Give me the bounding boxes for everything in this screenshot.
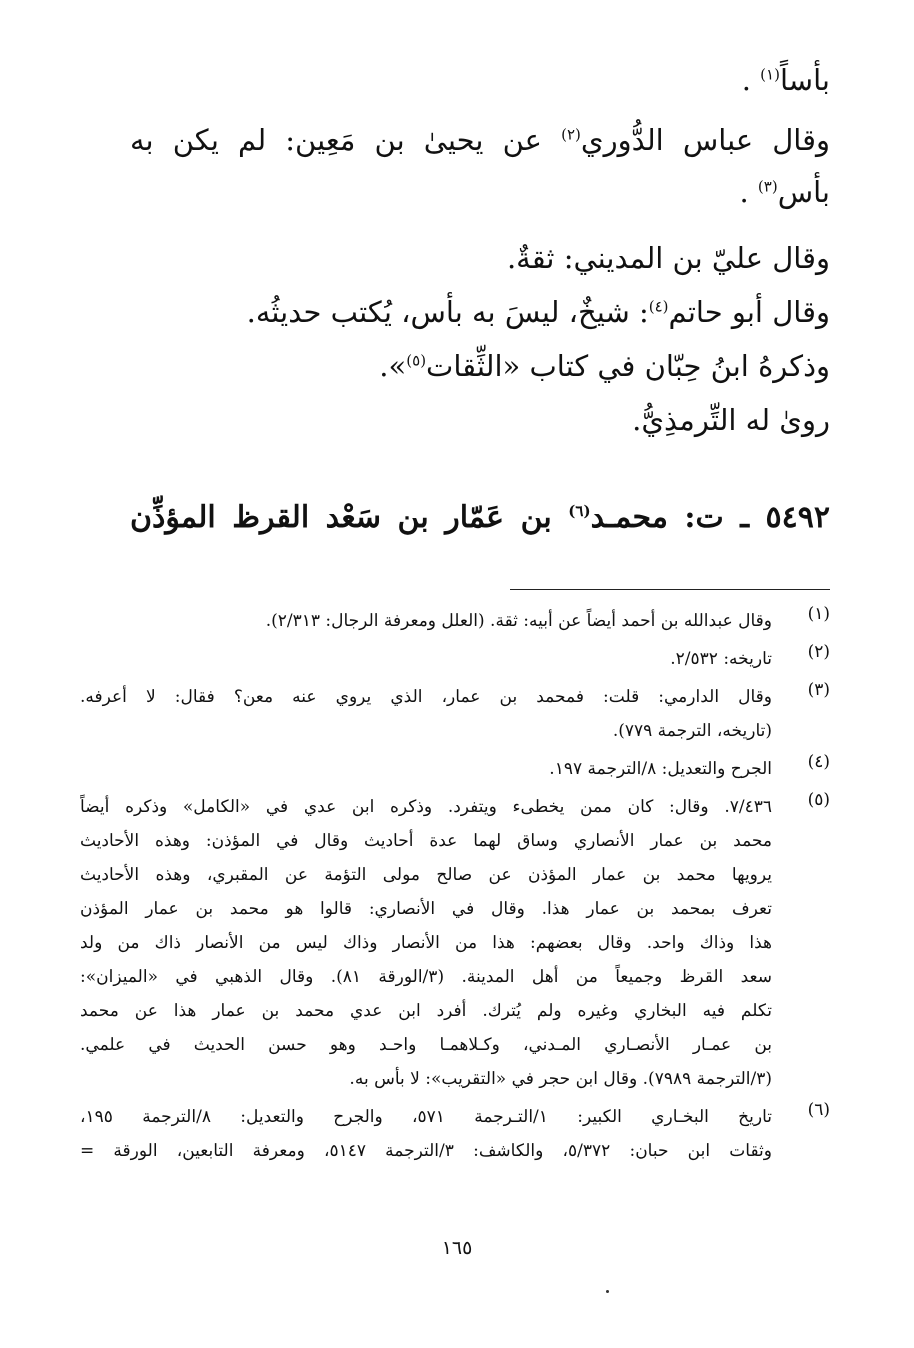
footnote [80,642,830,676]
footnote-ref[interactable]: (٤) [648,297,669,316]
text-segment: وقال عباس الدُّوري [580,123,831,157]
footnote-ref[interactable]: (٦) [568,502,591,520]
footnote-line: تاريخه: ٢/٥٣٢. [670,649,772,669]
text-segment: وذكرهُ ابنُ حِبّان في كتاب «الثِّقات [426,349,830,383]
footnote-line: وقال الدارمي: قلت: فمحمد بن عمار، الذي يروي عنه معن؟ فقال: لا أعرفه. [80,687,772,707]
text-segment: ». [379,349,407,383]
footnote-line: يرويها محمد بن عمار المؤذن عن صالح مولى التؤمة عن المقبري، وهذه الأحاديث [80,865,772,885]
entry-heading [130,500,830,535]
footnote-line: (٣/الترجمة ٧٩٨٩). وقال ابن حجر في «التقريب»: لا بأس به. [349,1069,772,1089]
text-segment: . [739,175,749,209]
page-number: ١٦٥ [441,1237,473,1259]
footnote-line: بن عمـار الأنصـاري المـدني، وكـلاهمـا واحـد وهو حسن الحديث في علمي. [80,1035,772,1055]
footnote-number: (٢) [807,642,830,662]
footnote [80,680,830,748]
footnote-line: هذا وذاك واحد. وقال بعضهم: هذا من الأنصار وذاك ليس من الأنصار ذاك من ولد [80,933,772,953]
footnote-number: (٥) [807,790,830,810]
footnote-number: (٦) [807,1100,830,1120]
text-segment: بأساً [779,63,830,97]
entry-name-part: بن عَمّار بن سَعْد القرظ المؤذِّن [130,500,552,535]
entry-number: ٥٤٩٢ [765,500,830,535]
text-segment: عن يحيىٰ بن مَعِين: لم يكن به [130,123,542,157]
footnote-line: ٧/٤٣٦. وقال: كان ممن يخطىء ويتفرد. وذكره ابن عدي في «الكامل» وذكره أيضاً [80,797,772,817]
text-line [739,175,830,209]
footnote-line: الجرح والتعديل: ٨/الترجمة ١٩٧. [549,759,772,779]
footnote-ref[interactable]: (٥) [406,351,427,370]
footnote [80,752,830,786]
footnote-ref[interactable]: (٢) [561,125,581,144]
footnote-line: وقال عبدالله بن أحمد أيضاً عن أبيه: ثقة. (العلل ومعرفة الرجال: ٢/٣١٣). [265,611,772,631]
footnote [80,790,830,1096]
footnote-ref[interactable]: (١) [760,65,780,84]
text-line: وقال عليّ بن المديني: ثقةٌ. [506,241,830,275]
footnote-number: (٤) [807,752,830,772]
footnote-line: محمد بن عمار الأنصاري وساق لهما عدة أحاديث وقال في المؤذن: وهذه الأحاديث [80,831,772,851]
entry-code: ـ ت: [684,500,750,535]
footnote-number: (٣) [807,680,830,700]
text-line [246,295,830,329]
footnote-line: سعد القرظ وجميعاً من أهل المدينة. (٣/الورقة ٨١). وقال الذهبي في «الميزان»: [80,967,772,987]
footnote-ref[interactable]: (٣) [757,177,778,196]
footnote-line: تكلم فيه البخاري وغيره ولم يُترك. أفرد ابن عدي محمد بن عمار هذا عن محمد [80,1001,772,1021]
entry-name-part: محمـد [590,500,668,535]
text-segment: : شيخٌ، ليسَ به بأس، يُكتب حديثُه. [246,295,649,329]
footnote-number: (١) [807,604,830,624]
text-line [379,349,830,383]
footnote-separator [510,589,830,590]
text-segment: بأس [777,175,830,209]
footnote [80,1100,830,1168]
printer-mark [606,1290,609,1293]
footnote-line: تعرف بمحمد بن عمار هذا. وقال في الأنصاري: قالوا هو محمد بن عمار المؤذن [80,899,772,919]
footnote-line: تاريخ البخـاري الكبير: ١/التـرجمة ٥٧١، والجرح والتعديل: ٨/الترجمة ١٩٥، [80,1107,772,1127]
footnotes [80,604,830,1172]
footnote-line: (تاريخه، الترجمة ٧٧٩). [612,721,772,741]
footnote-line: وثقات ابن حبان: ٥/٣٧٢، والكاشف: ٣/الترجمة ٥١٤٧، ومعرفة التابعين، الورقة = [80,1141,772,1161]
justified-line [130,123,831,157]
text-segment: . [741,63,751,97]
text-line: رویٰ له التِّرمذِيُّ. [632,403,830,437]
footnote [80,604,830,638]
text-segment: وقال أبو حاتم [668,295,830,329]
text-line [741,63,830,97]
